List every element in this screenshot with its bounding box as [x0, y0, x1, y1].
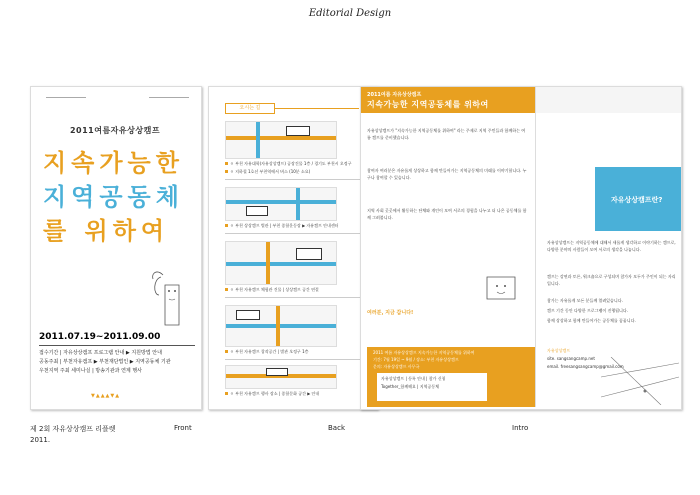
intro-panel	[360, 86, 682, 410]
front-info-line: 접수기간 | 자유상상캠프 프로그램 안내 ▶ 지원방법 안내	[39, 350, 162, 356]
back-caption	[225, 169, 365, 175]
white-box-line: Together_함께해요 | 지역공동체	[381, 384, 440, 389]
map-2	[225, 187, 337, 221]
front-logo-icon: ▼▲▲▲▼▲	[91, 393, 121, 399]
intro-paragraph: 지역 사회 곳곳에서 활동하는 단체와 개인이 모여 서로의 경험을 나누고 더 나은 공동체를 함께 그려봅니다.	[367, 208, 527, 220]
front-info-line: 우천지역 주최 세미나실 | 방송기관과 연계 행사	[39, 368, 142, 374]
caption-intro: Intro	[512, 424, 529, 432]
intro-list-item: 참가는 자유롭게 모든 분들께 열려있습니다.	[547, 298, 623, 303]
back-panel	[208, 86, 378, 410]
back-caption	[225, 223, 365, 229]
top-rule-left	[46, 97, 86, 98]
map-road	[256, 122, 260, 158]
bullet-icon	[225, 350, 228, 353]
map-marker	[266, 368, 288, 376]
back-caption-text: ㅇ 부천 자유캠프 창작공간 | 별관 오정구 1층	[230, 349, 309, 354]
intro-band-label: 2011여름 자유상상캠프	[367, 92, 422, 98]
back-caption-text: ㅇ 부천 자유캠프 체험관 건물 | 상상캠프 공간 연결	[230, 287, 319, 292]
intro-list-item: 캠프 기간 동안 다양한 프로그램이 진행됩니다.	[547, 308, 629, 313]
back-caption-text: ㅇ 지하철 1호선 부천역에서 버스 (10분 소요)	[230, 169, 311, 174]
intro-paragraph: 참여자 여러분은 자유롭게 상상하고 함께 만들어가는 지역공동체의 미래를 이야기합니다. 누구나 참여할 수 있습니다.	[367, 168, 527, 180]
map-5	[225, 365, 337, 389]
back-caption	[225, 161, 365, 167]
bullet-icon	[225, 392, 228, 395]
orange-line: 기간: 7월 19일 ~ 9월 / 장소: 부천 자유상상캠프	[373, 357, 459, 362]
front-panel	[30, 86, 202, 410]
leaflet-caption: 제 2회 자유상상캠프 리플렛	[30, 425, 116, 433]
map-4	[225, 305, 337, 347]
intro-blue-title: 자유상상캠프란?	[611, 196, 663, 204]
fold-line	[535, 87, 536, 407]
divider	[225, 179, 365, 180]
front-dates: 2011.07.19~2011.09.00	[39, 332, 161, 342]
white-box-line: 자유상상캠프 | 등록 안내 | 참가 신청	[381, 376, 446, 381]
front-top-title: 2011여름자유상상캠프	[69, 126, 161, 135]
front-info	[39, 349, 195, 376]
intro-right-paragraph: 자유상상캠프는 지역공동체에 대해서 새롭게 생각하고 이야기하는 캠프로, 다양한 분야의 사람들이 모여 서로의 생각을 나눕니다.	[547, 240, 676, 252]
contact-email: email. freesangsangcamp@gmail.com	[547, 364, 624, 369]
intro-cta: 여러분, 지금 갑니다!	[367, 310, 414, 316]
caption-back: Back	[328, 424, 345, 432]
map-1	[225, 121, 337, 159]
contact-site: site. sangsangcamp.net	[547, 356, 595, 361]
back-title: 오시는 길	[225, 103, 275, 114]
map-marker	[246, 206, 268, 216]
bullet-icon	[225, 224, 228, 227]
map-marker	[236, 310, 260, 320]
caption-front: Front	[174, 424, 192, 432]
front-headline-1: 지속가능한	[43, 149, 184, 177]
orange-line: 문의: 자유상상캠프 사무국	[373, 364, 420, 369]
front-headline-3: 를 위하여	[43, 217, 170, 245]
back-caption	[225, 391, 365, 397]
contact-title: 자유상상캠프	[547, 348, 571, 353]
front-info-line: 공동주최 | 부천자유캠프 ▶ 부천재단법인 ▶ 지역공동체 기관	[39, 359, 171, 365]
map-3	[225, 241, 337, 285]
map-road	[226, 136, 336, 140]
intro-list-item: 함께 상상하고 함께 만들어가는 공동체를 꿈꿉니다.	[547, 318, 636, 323]
divider	[225, 297, 365, 298]
top-rule-right	[149, 97, 189, 98]
front-headline-2: 지역공동체	[43, 183, 184, 211]
orange-line: 2011 여름 자유상상캠프 지속가능한 지역공동체를 위하여	[373, 350, 475, 355]
map-marker	[296, 248, 322, 260]
front-rule	[39, 345, 195, 346]
divider	[225, 359, 365, 360]
map-road	[226, 324, 336, 328]
bullet-icon	[225, 162, 228, 165]
map-road	[226, 262, 336, 266]
line-drawing-illustration	[601, 357, 679, 405]
intro-title: 지속가능한 지역공동체를 위하여	[367, 100, 489, 109]
doodle-figure-illustration	[149, 265, 189, 331]
map-marker	[286, 126, 310, 136]
bullet-icon	[225, 288, 228, 291]
map-road	[226, 200, 336, 204]
back-caption-text: ㅇ 부천 상상캠프 별관 | 부천 종합운동장 ▶ 자유캠프 안내센터	[230, 223, 339, 228]
bullet-icon	[225, 170, 228, 173]
map-road	[296, 188, 300, 220]
back-caption-text: ㅇ 부천 자유대학(자유상상캠프) 공장건물 1층 / 경기도 부천시 오정구	[230, 161, 352, 166]
map-road	[266, 242, 270, 284]
intro-right-band	[535, 87, 681, 113]
back-caption	[225, 349, 365, 355]
doodle-face-illustration	[481, 273, 521, 303]
back-caption	[225, 287, 365, 293]
map-road	[276, 306, 280, 346]
divider	[225, 233, 365, 234]
page-title: Editorial Design	[308, 8, 392, 19]
leaflet-caption-year: 2011.	[30, 436, 51, 444]
intro-right-paragraph: 캠프는 강연과 토론, 워크숍으로 구성되며 참가자 모두가 주인이 되는 자리입니다.	[547, 274, 676, 286]
back-caption-text: ㅇ 부천 자유캠프 행사 장소 | 종합문화 공간 ▶ 안내	[230, 391, 320, 396]
back-title-rule	[275, 108, 359, 109]
intro-paragraph: 자유상상캠프가 "지속가능한 지역공동체를 위하여" 라는 주제로 지역 주민들과 함께하는 여름 캠프를 준비했습니다.	[367, 128, 526, 140]
